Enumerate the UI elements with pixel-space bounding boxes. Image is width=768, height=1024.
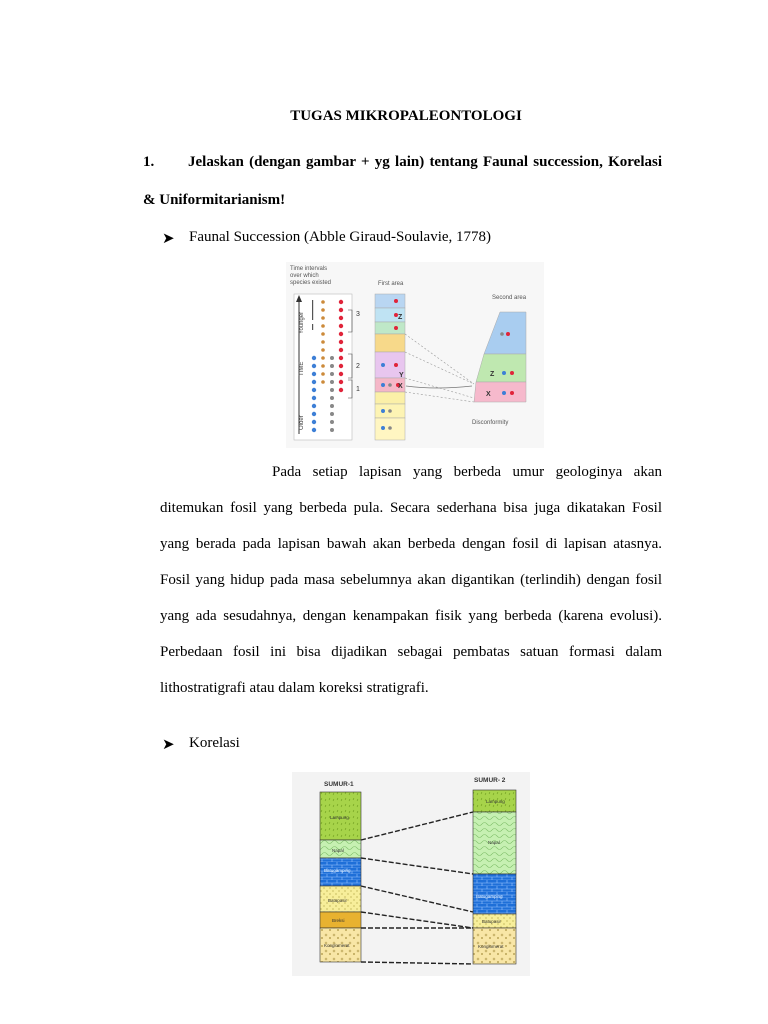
paragraph-line: Pada setiap lapisan yang berbeda umur geologinya akan xyxy=(272,464,662,480)
well-correlation-figure xyxy=(292,772,530,976)
first-area-label: First area xyxy=(378,281,404,287)
unit-label: Napal xyxy=(488,840,500,845)
disconformity-line xyxy=(406,386,472,388)
arrow-bullet-icon: ➤ xyxy=(162,231,175,247)
marker-x-first: X xyxy=(398,383,403,390)
marker-z-second: Z xyxy=(490,371,495,378)
well-correlation-lines xyxy=(361,812,473,964)
interval-label-2: 2 xyxy=(356,363,360,370)
unit-label: Batugamping xyxy=(476,894,503,899)
marker-y-first: Y xyxy=(399,372,404,379)
first-area-column xyxy=(375,294,405,440)
unit-label: Batupasir xyxy=(482,919,502,924)
marker-x-second: X xyxy=(486,391,491,398)
unit-label: Konglomerat xyxy=(324,943,350,948)
older-label: Older xyxy=(299,415,305,430)
second-area-label: Second area xyxy=(492,295,527,301)
unit-label: Batugamping xyxy=(324,868,351,873)
time-axis-label: TIME xyxy=(299,361,305,376)
marker-z-first: Z xyxy=(398,314,403,321)
paragraph-line: yang berada pada lapisan bawah akan berbeda dengan fosil di lapisan atasnya. xyxy=(160,536,662,552)
disconformity-label: Disconformity xyxy=(472,420,509,426)
second-area-column xyxy=(474,312,526,402)
question-number: 1. xyxy=(143,154,155,170)
unit-label: Lampung xyxy=(486,799,505,804)
unit-label: Breksi xyxy=(332,918,345,923)
paragraph-line: ditemukan fosil yang berbeda pula. Secara sederhana bisa juga dikatakan Fosil xyxy=(160,500,662,516)
question-text-line-1: Jelaskan (dengan gambar + yg lain) tentang Faunal succession, Korelasi xyxy=(188,154,662,170)
document-title: TUGAS MIKROPALEONTOLOGI xyxy=(290,108,522,124)
unit-label: Konglomerat xyxy=(478,944,504,949)
bullet-text: Korelasi xyxy=(189,735,240,751)
question-text-line-2: & Uniformitarianism! xyxy=(143,192,286,208)
younger-label: Younger xyxy=(299,311,305,334)
arrow-bullet-icon: ➤ xyxy=(162,737,175,753)
interval-label-1: 1 xyxy=(356,386,360,393)
correlation-dashed-lines xyxy=(405,334,474,402)
well-1-label: SUMUR-1 xyxy=(324,781,354,788)
well-2-column xyxy=(473,790,516,964)
paragraph-line: Fosil yang hidup pada masa sebelumnya akan digantikan (terlindih) dengan fosil xyxy=(160,572,662,588)
paragraph-line: lithostratigrafi atau dalam koreksi stratigrafi. xyxy=(160,680,429,696)
well-2-label: SUMUR- 2 xyxy=(474,777,506,784)
unit-label: Napal xyxy=(332,848,344,853)
paragraph-line: yang ada sesudahnya, dengan kenampakan fisik yang berbeda (karena evolusi). xyxy=(160,608,662,624)
bullet-text: Faunal Succession (Abble Giraud-Soulavie, 1778) xyxy=(189,229,492,245)
unit-label: Batupasir xyxy=(328,898,348,903)
paragraph-line: Perbedaan fosil ini bisa dijadikan sebagai pembatas satuan formasi dalam xyxy=(160,644,662,660)
time-label-1: Time intervals xyxy=(290,266,328,272)
faunal-succession-paragraph xyxy=(160,462,662,714)
time-label-3: species existed xyxy=(290,280,332,286)
unit-label: Lampung xyxy=(330,815,349,820)
time-label-2: over which xyxy=(290,273,319,279)
faunal-succession-figure xyxy=(286,262,544,448)
interval-label-3: 3 xyxy=(356,311,360,318)
